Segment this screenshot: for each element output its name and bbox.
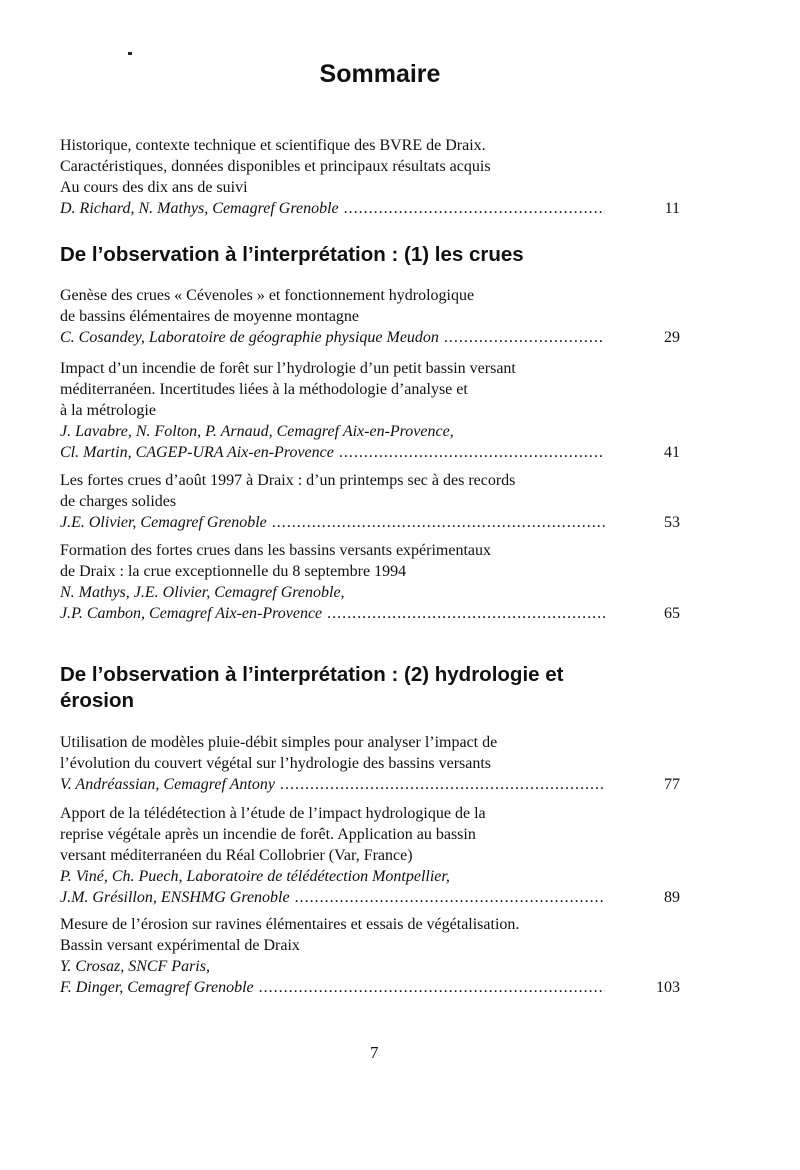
entry-title-line: de bassins élémentaires de moyenne montagne bbox=[60, 308, 360, 325]
entry-author-leader-line bbox=[60, 977, 680, 998]
entry-title-line: à la métrologie bbox=[60, 402, 156, 419]
toc-entry-erosion-ravines bbox=[60, 914, 680, 998]
toc-entry-crues-aout-1997 bbox=[60, 470, 680, 533]
entry-title-line: Mesure de l’érosion sur ravines élémentaires et essais de végétalisation. bbox=[60, 916, 520, 933]
section-heading-hydrologie-erosion bbox=[60, 662, 680, 714]
entry-title-line: de charges solides bbox=[60, 493, 177, 510]
entry-page-number: 41 bbox=[664, 444, 680, 461]
entry-page-number: 77 bbox=[664, 776, 680, 793]
entry-title-line: Formation des fortes crues dans les bassins versants expérimentaux bbox=[60, 542, 492, 559]
entry-author-leader-line bbox=[60, 198, 680, 219]
page-number: 7 bbox=[370, 1043, 379, 1062]
entry-author: Cl. Martin, CAGEP-URA Aix-en-Provence ..... bbox=[60, 442, 605, 463]
entry-author: D. Richard, N. Mathys, Cemagref Grenoble ..... bbox=[60, 198, 605, 219]
section-heading-line: De l’observation à l’interprétation : (1) les crues bbox=[60, 243, 524, 266]
entry-author-line: Y. Crosaz, SNCF Paris, bbox=[60, 958, 210, 975]
section-heading-crues bbox=[60, 242, 680, 268]
toc-entry-modeles-pluie-debit bbox=[60, 732, 680, 795]
entry-title-line: Au cours des dix ans de suivi bbox=[60, 179, 248, 196]
entry-title-line: Apport de la télédétection à l’étude de l’impact hydrologique de la bbox=[60, 805, 486, 822]
section-heading-line: érosion bbox=[60, 689, 135, 712]
entry-title-line: Impact d’un incendie de forêt sur l’hydrologie d’un petit bassin versant bbox=[60, 360, 516, 377]
entry-page-number: 11 bbox=[664, 200, 680, 217]
entry-title-line: versant méditerranéen du Réal Collobrier (Var, France) bbox=[60, 847, 413, 864]
page-title: Sommaire bbox=[319, 60, 441, 88]
entry-page-number: 29 bbox=[664, 329, 680, 346]
toc-entry-crues-cevenoles bbox=[60, 285, 680, 348]
toc-entry-incendie bbox=[60, 358, 680, 463]
entry-author: V. Andréassian, Cemagref Antony ..... bbox=[60, 774, 605, 795]
entry-author: F. Dinger, Cemagref Grenoble ..... bbox=[60, 977, 605, 998]
entry-author-leader-line bbox=[60, 512, 680, 533]
entry-author-line: P. Viné, Ch. Puech, Laboratoire de télédétection Montpellier, bbox=[60, 868, 450, 885]
entry-author-leader-line bbox=[60, 327, 680, 348]
entry-title-line: Caractéristiques, données disponibles et principaux résultats acquis bbox=[60, 158, 491, 175]
entry-title-line: Utilisation de modèles pluie-débit simples pour analyser l’impact de bbox=[60, 734, 498, 751]
entry-page-number: 65 bbox=[664, 605, 680, 622]
entry-title-line: de Draix : la crue exceptionnelle du 8 septembre 1994 bbox=[60, 563, 407, 580]
entry-title-line: Les fortes crues d’août 1997 à Draix : d’un printemps sec à des records bbox=[60, 472, 516, 489]
entry-author-leader-line bbox=[60, 603, 680, 624]
toc-entry-crue-1994 bbox=[60, 540, 680, 624]
entry-author: C. Cosandey, Laboratoire de géographie physique Meudon ..... bbox=[60, 327, 605, 348]
entry-title-line: méditerranéen. Incertitudes liées à la méthodologie d’analyse et bbox=[60, 381, 468, 398]
entry-title-line: l’évolution du couvert végétal sur l’hydrologie des bassins versants bbox=[60, 755, 492, 772]
entry-title-line: reprise végétale après un incendie de forêt. Application au bassin bbox=[60, 826, 476, 843]
entry-page-number: 89 bbox=[664, 889, 680, 906]
entry-author-leader-line bbox=[60, 887, 680, 908]
entry-author: J.P. Cambon, Cemagref Aix-en-Provence ..... bbox=[60, 603, 605, 624]
toc-entry-teledetection bbox=[60, 803, 680, 908]
entry-page-number: 103 bbox=[656, 979, 680, 996]
entry-author-line: N. Mathys, J.E. Olivier, Cemagref Grenoble, bbox=[60, 584, 345, 601]
entry-author: J.M. Grésillon, ENSHMG Grenoble ..... bbox=[60, 887, 605, 908]
entry-author-leader-line bbox=[60, 442, 680, 463]
entry-title-line: Genèse des crues « Cévenoles » et fonctionnement hydrologique bbox=[60, 287, 475, 304]
section-heading-line: De l’observation à l’interprétation : (2) hydrologie et bbox=[60, 663, 564, 686]
entry-author-leader-line bbox=[60, 774, 680, 795]
entry-title-line: Historique, contexte technique et scientifique des BVRE de Draix. bbox=[60, 137, 486, 154]
entry-title-line: Bassin versant expérimental de Draix bbox=[60, 937, 300, 954]
entry-page-number: 53 bbox=[664, 514, 680, 531]
entry-author: J.E. Olivier, Cemagref Grenoble ..... bbox=[60, 512, 605, 533]
entry-author-line: J. Lavabre, N. Folton, P. Arnaud, Cemagref Aix-en-Provence, bbox=[60, 423, 454, 440]
toc-entry-historique bbox=[60, 135, 680, 219]
ink-speck bbox=[128, 52, 132, 55]
